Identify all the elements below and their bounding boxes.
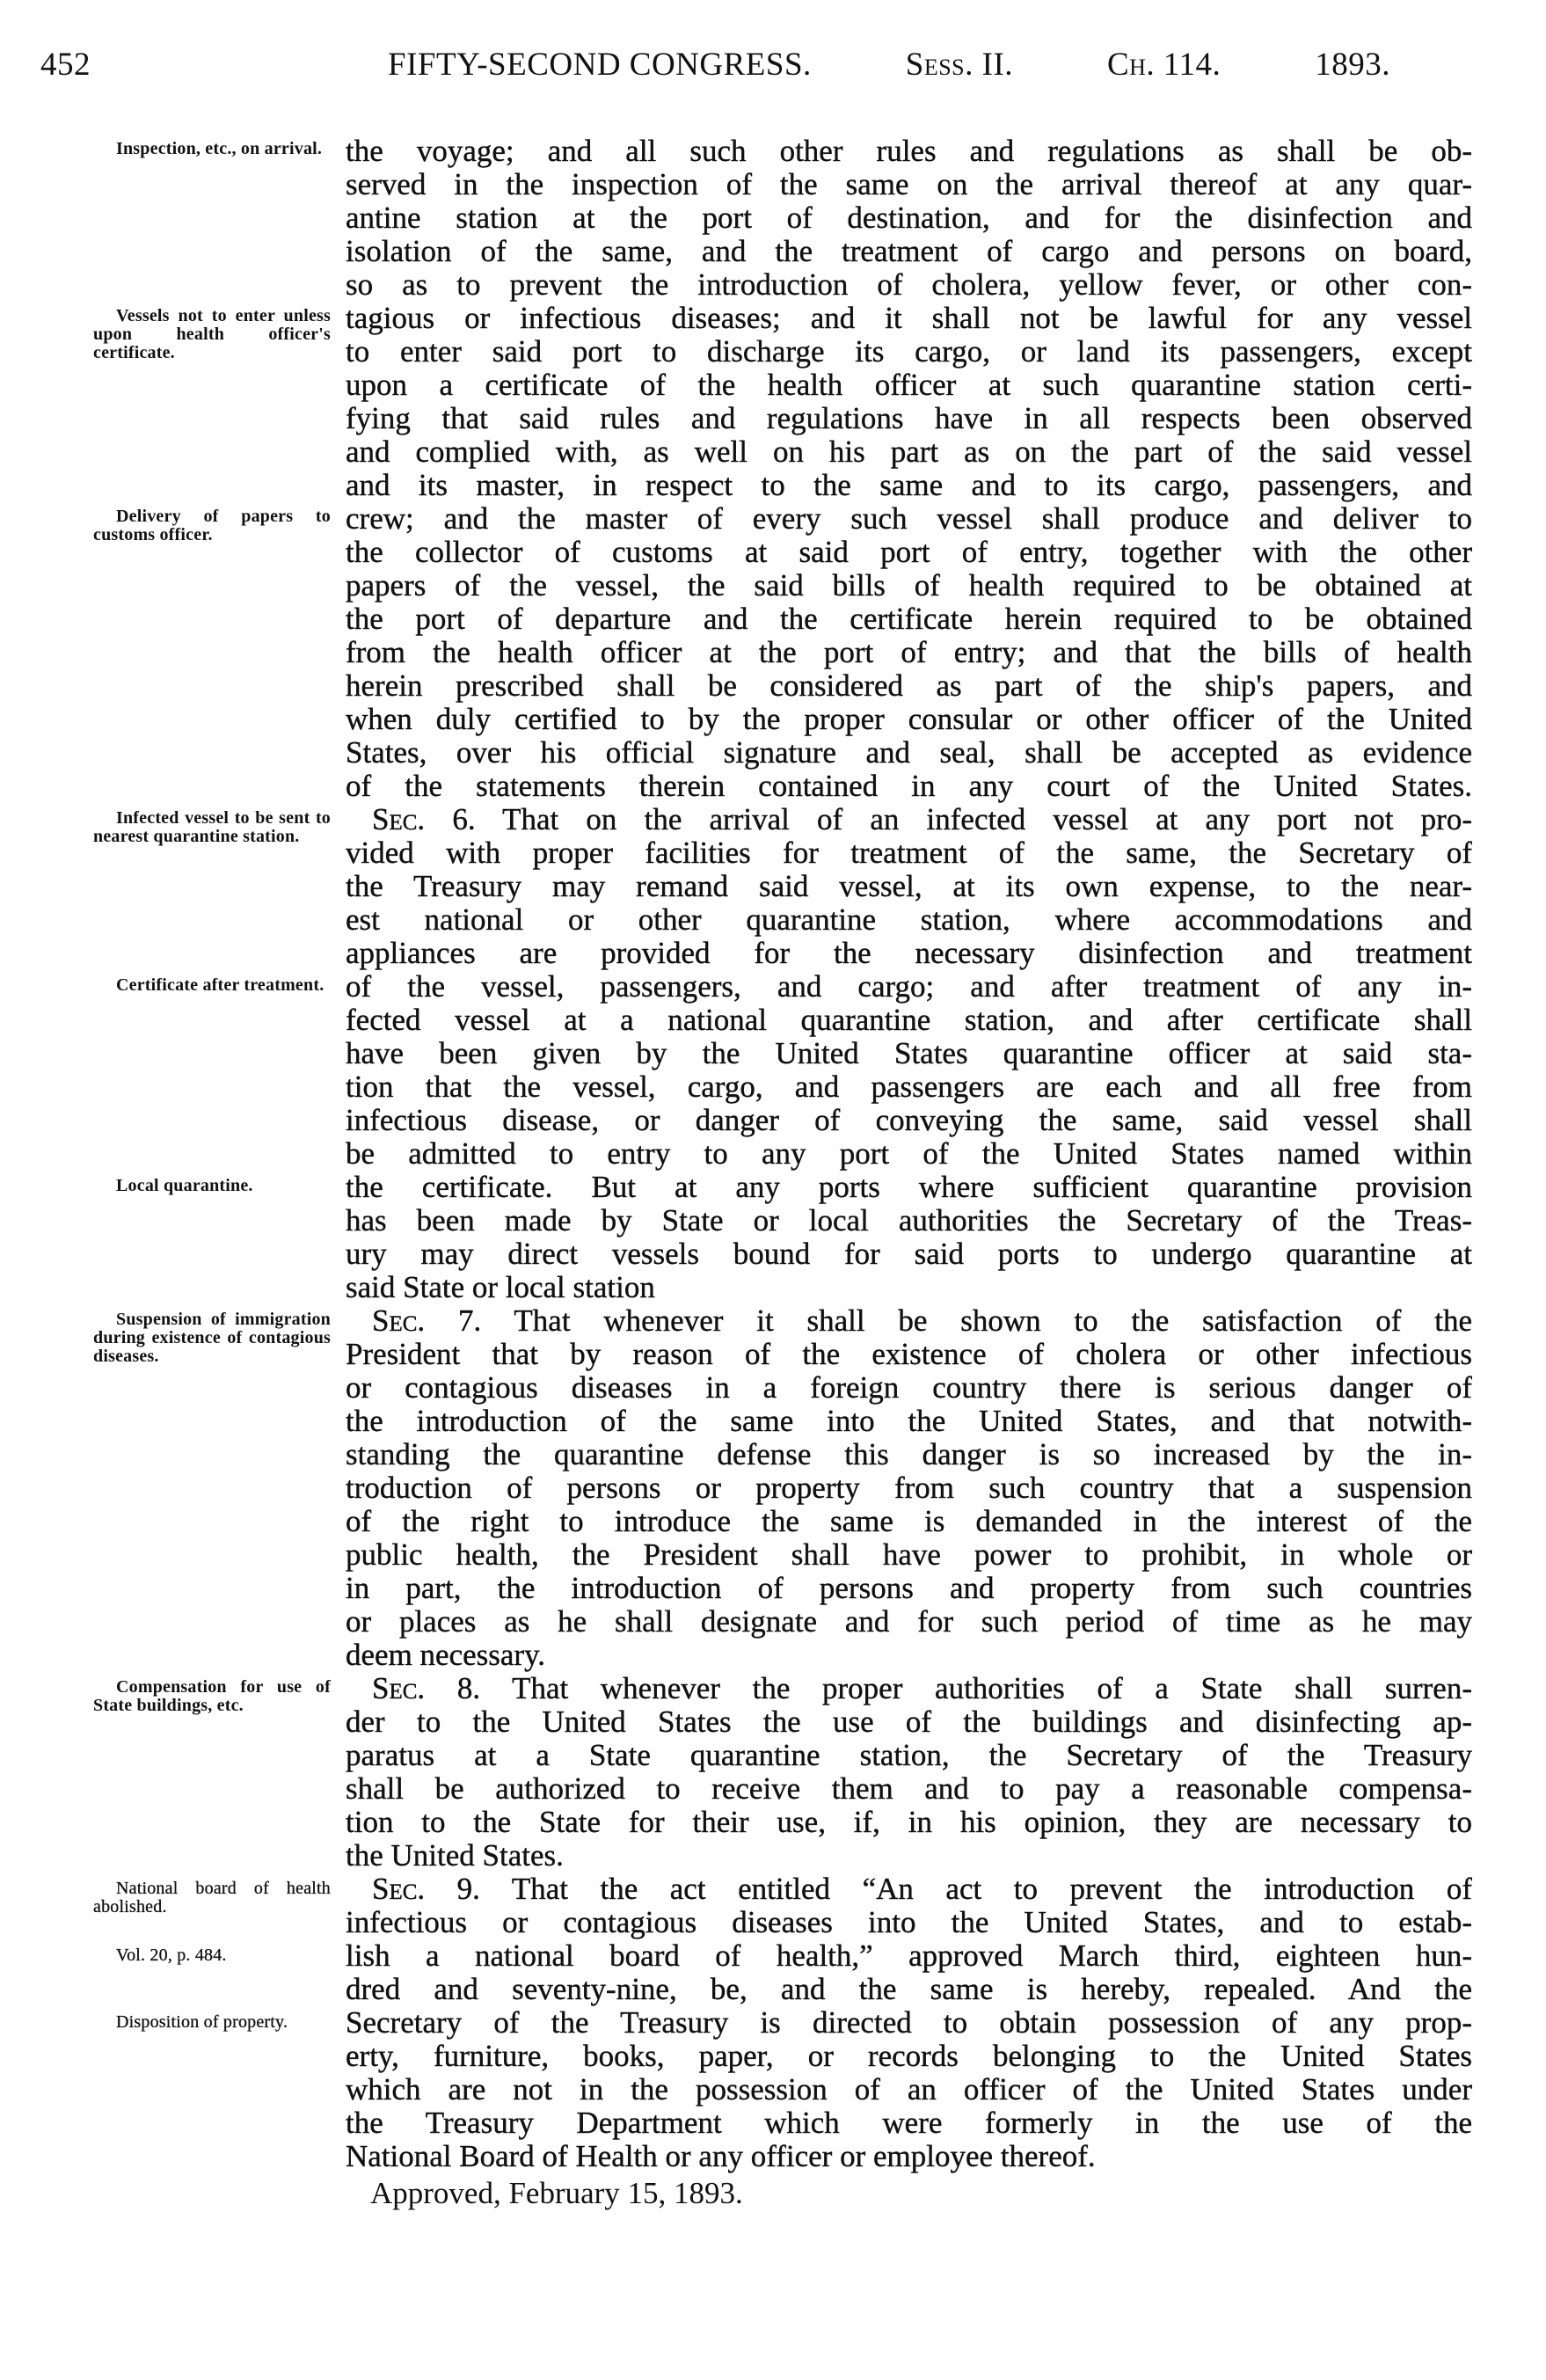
line-text: served in the inspection of the same on the arrival thereof at any quar- [346,168,1472,201]
body-text [346,135,1472,2210]
line-text: paratus at a State quarantine station, the Secretary of the Treasury [346,1739,1472,1772]
text-line [346,1739,1472,1772]
line-text: standing the quarantine defense this danger is so increased by the in- [346,1438,1472,1471]
line-text: to enter said port to discharge its cargo, or land its passengers, except [346,335,1472,369]
text-line [346,569,1472,602]
margin-note: Delivery of papers to customs officer. [93,507,331,545]
line-text: so as to prevent the introduction of cholera, yellow fever, or other con- [346,268,1472,302]
margin-note: Infected vessel to be sent to nearest quarantine station. [93,807,331,846]
line-text: the certificate. But at any ports where sufficient quarantine provision [346,1171,1472,1204]
line-text: tion to the State for their use, if, in his opinion, they are necessary to [346,1806,1472,1839]
margin-note: Compensation for use of State buildings, etc. [93,1677,331,1716]
line-text: National Board of Health or any officer or employee thereof. [346,2140,1096,2173]
line-text: which are not in the possession of an officer of the United States under [346,2073,1472,2106]
section-label: Sec. 9. [372,1873,480,1906]
text-line [346,1204,1472,1237]
line-text: infectious disease, or danger of conveying the same, said vessel shall [346,1104,1472,1137]
line-text: or contagious diseases in a foreign country there is serious danger of [346,1371,1472,1405]
text-line [346,1137,1472,1171]
text-line [346,1772,1472,1806]
line-text: be admitted to entry to any port of the United States named within [346,1137,1472,1171]
text-line [346,1806,1472,1839]
text-line [346,836,1472,870]
text-line [346,268,1472,302]
margin-note: Suspension of immigration during existence of contagious diseases. [93,1310,331,1367]
text-line [346,1338,1472,1371]
line-text: fected vessel at a national quarantine station, and after certificate shall [346,1004,1472,1037]
text-line [346,1839,1472,1873]
line-text: infectious or contagious diseases into the United States, and to estab- [346,1906,1472,1939]
text-line [346,1070,1472,1104]
line-text: upon a certificate of the health officer at such quarantine station certi- [346,369,1472,402]
line-text: the Treasury Department which were formerly in the use of the [346,2106,1472,2140]
line-text: papers of the vessel, the said bills of health required to be obtained at [346,569,1472,602]
line-text: shall be authorized to receive them and to pay a reasonable compensa- [346,1772,1472,1806]
section-label: Sec. 7. [372,1304,482,1338]
text-line [346,903,1472,937]
margin-note: Certificate after treatment. [116,975,325,995]
text-line [346,1371,1472,1405]
line-text: est national or other quarantine station, where accommodations and [346,903,1472,937]
line-text: That whenever the proper authorities of a State shall surren- [512,1672,1472,1705]
line-text: the port of departure and the certificate herein required to be obtained [346,602,1472,636]
text-line [346,1505,1472,1538]
text-line [346,2106,1472,2140]
margin-note: Vessels not to enter unless upon health officer's certificate. [93,306,331,363]
text-line [346,937,1472,970]
line-text: tagious or infectious diseases; and it shall not be lawful for any vessel [346,302,1472,335]
text-line [346,1304,1472,1338]
line-text: and its master, in respect to the same and to its cargo, passengers, and [346,469,1472,502]
margin-note: Disposition of property. [116,2011,288,2032]
line-text: That on the arrival of an infected vessel at any port not pro- [502,803,1472,836]
line-text: States, over his official signature and seal, shall be accepted as evidence [346,736,1472,770]
line-text: have been given by the United States quarantine officer at said sta- [346,1037,1472,1070]
line-text: the Treasury may remand said vessel, at its own expense, to the near- [346,870,1472,903]
line-text: crew; and the master of every such vessel shall produce and deliver to [346,502,1472,536]
text-line [346,1672,1472,1705]
text-line [346,1438,1472,1471]
line-text: der to the United States the use of the buildings and disinfecting ap- [346,1705,1472,1739]
line-text: That the act entitled “An act to prevent the introduction of [511,1873,1472,1906]
line-text: said State or local station [346,1271,655,1304]
line-text: the United States. [346,1839,564,1873]
line-text: isolation of the same, and the treatment of cargo and persons on board, [346,235,1472,268]
text-line [346,970,1472,1004]
text-line [346,335,1472,369]
margin-note: Local quarantine. [116,1175,253,1195]
text-line [346,803,1472,836]
running-header [388,46,1390,84]
line-text: and complied with, as well on his part as on the part of the said vessel [346,435,1472,469]
text-line [346,1572,1472,1605]
section-label: Sec. 6. [372,803,476,836]
line-text: in part, the introduction of persons and property from such countries [346,1572,1472,1605]
text-line [346,2040,1472,2073]
line-text: ury may direct vessels bound for said ports to undergo quarantine at [346,1237,1472,1271]
line-text: deem necessary. [346,1639,546,1672]
text-line [346,2140,1472,2173]
text-line [346,168,1472,201]
line-text: of the right to introduce the same is demanded in the interest of the [346,1505,1472,1538]
line-text: fying that said rules and regulations have in all respects been observed [346,402,1472,435]
text-line [346,1037,1472,1070]
text-line [346,1171,1472,1204]
margin-note: Inspection, etc., on arrival. [116,139,323,158]
line-text: herein prescribed shall be considered as part of the ship's papers, and [346,669,1472,703]
line-text: the voyage; and all such other rules and regulations as shall be ob- [346,135,1472,168]
line-text: erty, furniture, books, paper, or records belonging to the United States [346,2040,1472,2073]
text-line [346,235,1472,268]
text-line [346,669,1472,703]
margin-note: Vol. 20, p. 484. [116,1945,227,1965]
line-text: appliances are provided for the necessary disinfection and treatment [346,937,1472,970]
text-line [346,201,1472,235]
line-text: That whenever it shall be shown to the satisfaction of the [514,1304,1472,1338]
text-line [346,469,1472,502]
text-line [346,1973,1472,2006]
line-text: the introduction of the same into the United States, and that notwith- [346,1405,1472,1438]
line-text: has been made by State or local authorities the Secretary of the Treas- [346,1204,1472,1237]
line-text: vided with proper facilities for treatment of the same, the Secretary of [346,836,1472,870]
line-text: or places as he shall designate and for such period of time as he may [346,1605,1472,1639]
text-line [346,1639,1472,1672]
text-line [346,1605,1472,1639]
text-line [346,1104,1472,1137]
line-text: dred and seventy-nine, be, and the same is hereby, repealed. And the [346,1973,1472,2006]
text-line [346,1906,1472,1939]
text-line [346,1004,1472,1037]
text-line [346,536,1472,569]
text-line [346,502,1472,536]
header-congress: FIFTY-SECOND CONGRESS. [388,47,812,83]
text-line [346,636,1472,669]
text-line [346,2073,1472,2106]
header-session: Sess. II. [905,47,1014,83]
text-line [346,1471,1472,1505]
text-line [346,1405,1472,1438]
text-line [346,1538,1472,1572]
margin-note: National board of health abolished. [93,1878,331,1916]
header-year: 1893. [1315,47,1390,83]
header-chapter: Ch. 114. [1106,47,1221,83]
line-text: President that by reason of the existence of cholera or other infectious [346,1338,1472,1371]
text-line [346,1705,1472,1739]
text-line [346,602,1472,636]
text-line [346,302,1472,335]
line-text: lish a national board of health,” approved March third, eighteen hun- [346,1939,1472,1973]
line-text: of the statements therein contained in any court of the United States. [346,770,1472,803]
page-number: 452 [40,47,91,83]
text-line [346,402,1472,435]
line-text: from the health officer at the port of entry; and that the bills of health [346,636,1472,669]
line-text: tion that the vessel, cargo, and passengers are each and all free from [346,1070,1472,1104]
line-text: when duly certified to by the proper consular or other officer of the United [346,703,1472,736]
text-line [346,703,1472,736]
text-line [346,435,1472,469]
text-line [346,870,1472,903]
text-line [346,369,1472,402]
text-line [346,770,1472,803]
text-line [346,1873,1472,1906]
text-line [346,736,1472,770]
line-text: the collector of customs at said port of entry, together with the other [346,536,1472,569]
text-line [346,2006,1472,2040]
line-text: public health, the President shall have power to prohibit, in whole or [346,1538,1472,1572]
line-text: troduction of persons or property from such country that a suspension [346,1471,1472,1505]
line-text: antine station at the port of destination, and for the disinfection and [346,201,1472,235]
text-line [346,1237,1472,1271]
text-line [346,135,1472,168]
line-text: Secretary of the Treasury is directed to obtain possession of any prop- [346,2006,1472,2040]
section-label: Sec. 8. [372,1672,481,1705]
approval-date: Approved, February 15, 1893. [370,2177,743,2210]
text-line [346,1939,1472,1973]
text-line [346,1271,1472,1304]
line-text: of the vessel, passengers, and cargo; and after treatment of any in- [346,970,1472,1004]
